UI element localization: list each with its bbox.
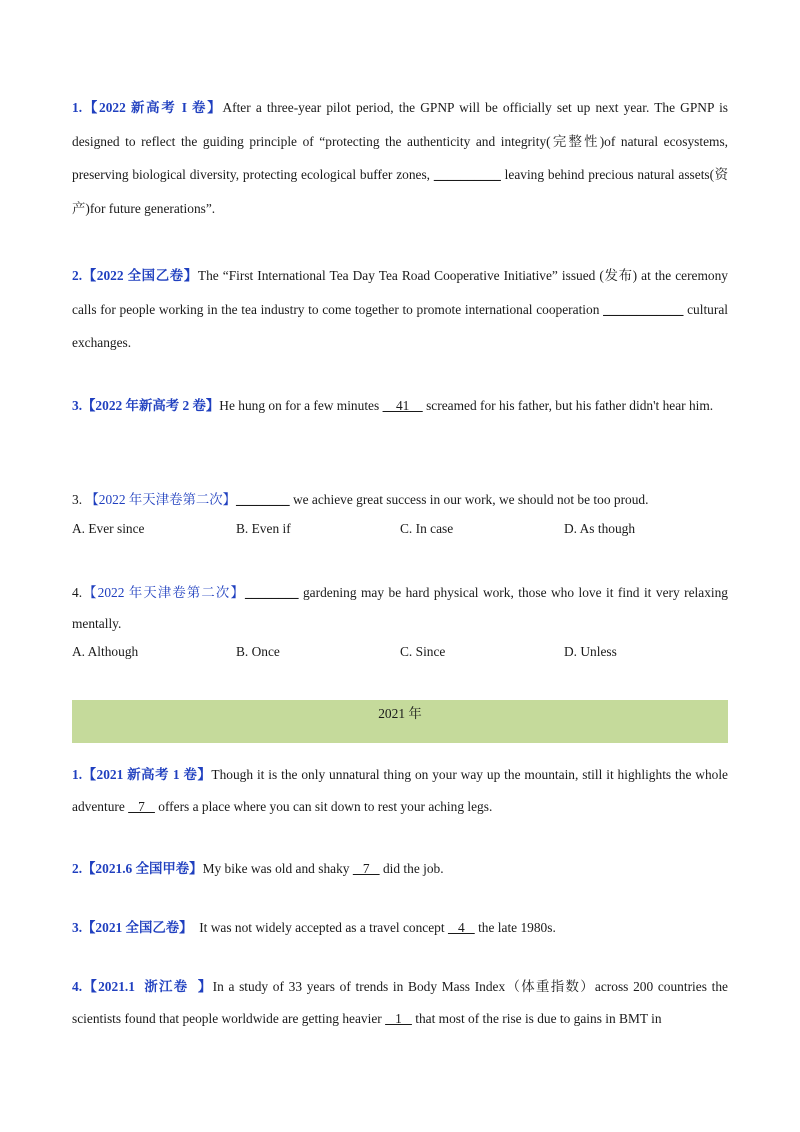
question-source-tag: 2.【2022 全国乙卷】 (72, 268, 198, 283)
answer-blank: 1 (385, 1011, 412, 1026)
question-2022-5 (72, 577, 728, 639)
year-section-banner (72, 700, 728, 743)
question-text: cultural exchanges. (72, 301, 728, 350)
question-number: 3. (72, 492, 86, 507)
question-2021-2 (72, 852, 728, 886)
question-source-tag: 2.【2021.6 全国甲卷】 (72, 861, 203, 876)
question-2021-1 (72, 759, 728, 823)
question-text: He hung on for a few minutes (219, 398, 383, 413)
options-row (72, 644, 728, 664)
option-a: A. Ever since (72, 521, 145, 536)
question-text: the late 1980s. (474, 920, 556, 935)
question-2022-4 (72, 485, 728, 515)
question-source-tag: 1.【2022 新高考 I 卷】 (72, 100, 223, 115)
option-b: B. Once (236, 644, 280, 659)
question-text: The “First International Tea Day Tea Road Cooperative Initiative” issued (发布) at the ceremony calls for people working in the tea industry to come together to promote international cooperation (72, 268, 728, 317)
question-text: that most of the rise is due to gains in BMT in (411, 1011, 662, 1026)
option-d: D. As though (564, 521, 636, 536)
option-b: B. Even if (236, 521, 291, 536)
question-text: offers a place where you can sit down to rest your aching legs. (154, 799, 493, 814)
question-text: Though it is the only unnatural thing on your way up the mountain, still it highlights the whole adventure (72, 767, 729, 814)
answer-blank: ____________ (603, 301, 684, 317)
question-text: After a three-year pilot period, the GPNP will be officially set up next year. The GPNP is designed to reflect the guiding principle of “protecting the authenticity and integrity(完整性)of natural ecosystems, preserving biological diversity, protecting ecological buffer zones, (72, 100, 729, 182)
question-2021-3 (72, 911, 728, 945)
option-d: D. Unless (564, 644, 617, 659)
question-text: did the job. (379, 861, 444, 876)
option-c: C. Since (400, 644, 446, 659)
question-2022-2 (72, 259, 728, 360)
answer-blank: ________ (244, 585, 299, 600)
question-text: leaving behind precious natural assets(资产)for future generations”. (72, 167, 728, 216)
question-source-tag: 1.【2021 新高考 1 卷】 (72, 767, 212, 782)
question-text: My bike was old and shaky (202, 861, 353, 876)
year-section-title: 2021 年 (378, 706, 422, 721)
question-source-tag: 【2022 年天津卷第二次】 (85, 492, 237, 507)
question-text: In a study of 33 years of trends in Body Mass Index（体重指数）across 200 countries the scientists found that people worldwide are getting heavier (72, 979, 728, 1026)
question-source-tag: 【2022 年天津卷第二次】 (82, 585, 245, 600)
option-a: A. Although (72, 644, 139, 659)
question-source-tag: 4.【2021.1 浙江卷 】 (72, 979, 213, 994)
options-row (72, 521, 728, 541)
answer-blank: ________ (236, 492, 290, 507)
answer-blank: 7 (352, 861, 380, 876)
question-text: we achieve great success in our work, we should not be too proud. (289, 492, 649, 507)
question-text: It was not widely accepted as a travel concept (192, 920, 448, 935)
answer-blank: 4 (447, 920, 475, 935)
question-source-tag: 3.【2022 年新高考 2 卷】 (72, 398, 220, 413)
option-c: C. In case (400, 521, 454, 536)
question-number: 4. (72, 585, 83, 600)
question-2022-3 (72, 390, 728, 421)
answer-blank: 7 (128, 799, 155, 814)
question-source-tag: 3.【2021 全国乙卷】 (72, 920, 193, 935)
answer-blank: __________ (433, 167, 501, 182)
answer-blank: 41 (382, 398, 423, 413)
question-text: screamed for his father, but his father didn't hear him. (422, 398, 714, 413)
question-2022-1 (72, 91, 728, 225)
question-2021-4 (72, 971, 728, 1035)
question-text: gardening may be hard physical work, those who love it find it very relaxing mentally. (72, 585, 728, 631)
